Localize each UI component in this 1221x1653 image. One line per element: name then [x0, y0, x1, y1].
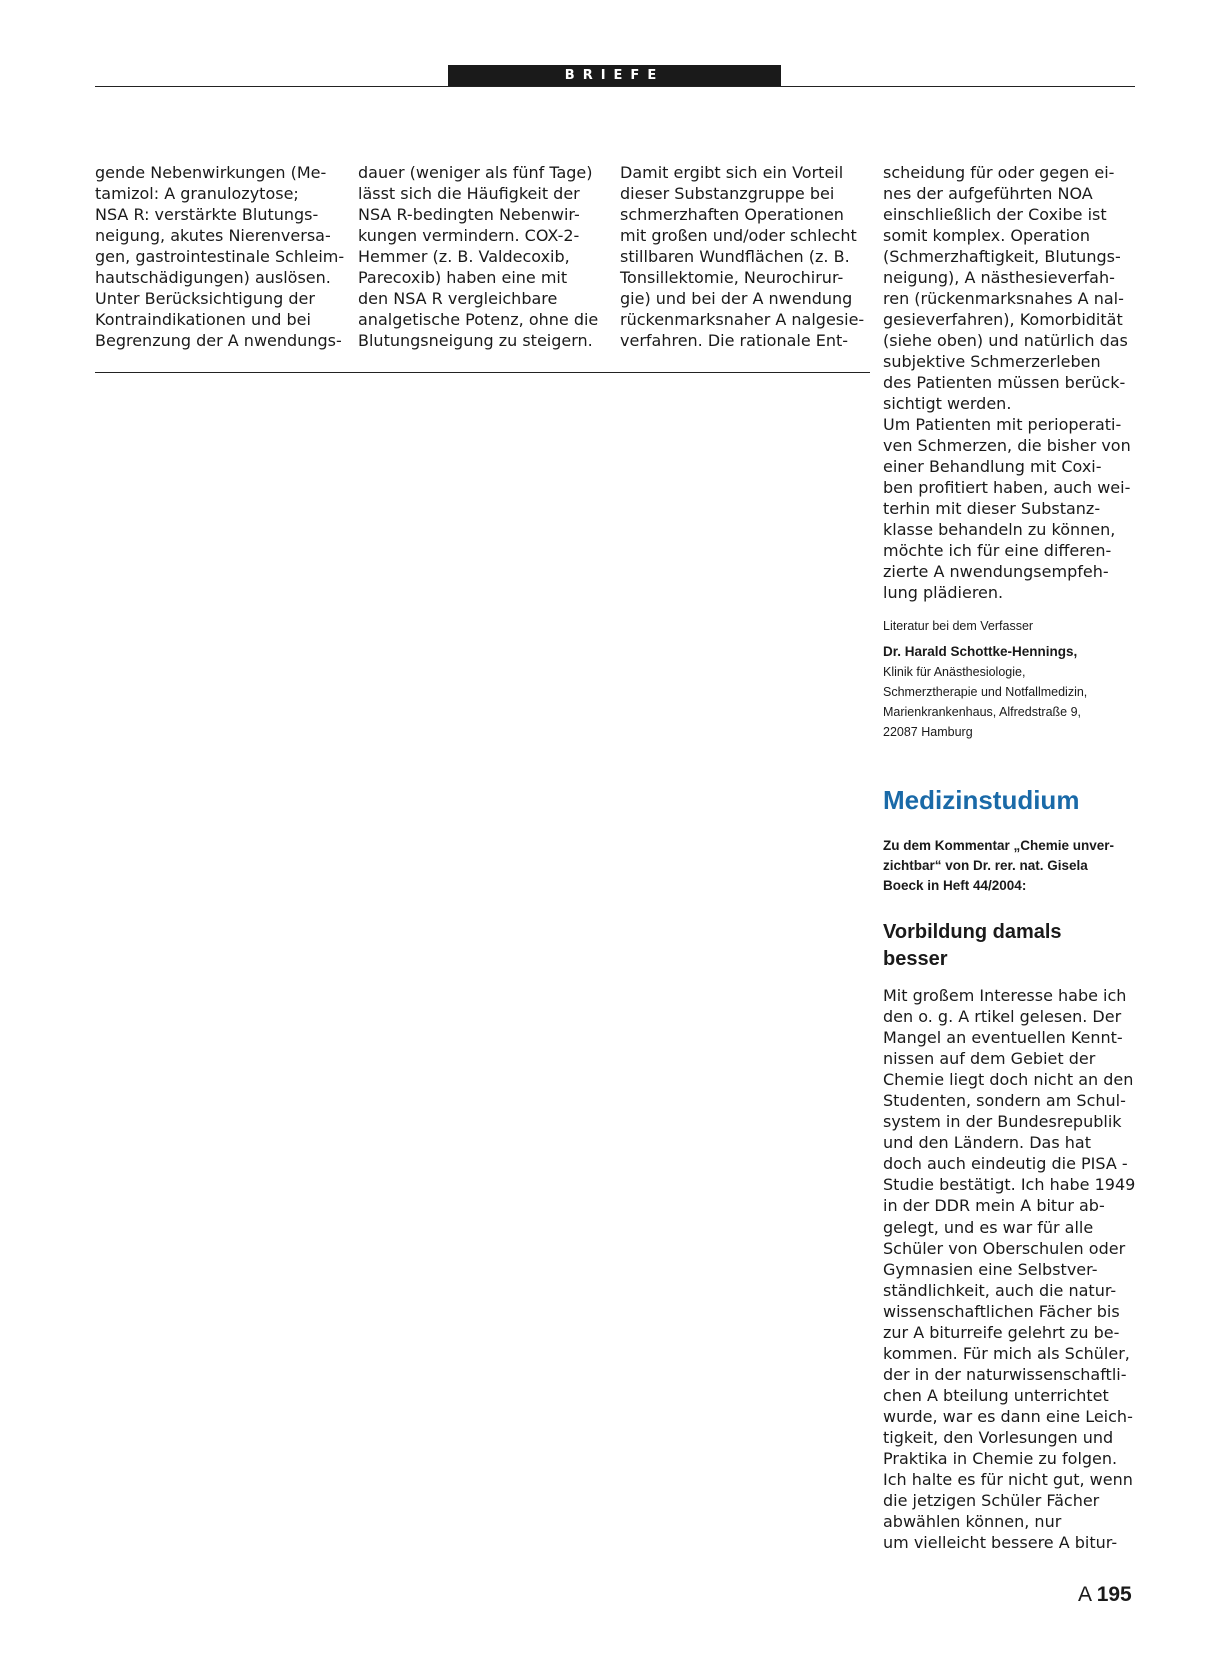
text-line: Schüler von Oberschulen oder — [883, 1238, 1126, 1258]
text-line: Vorbildung damals — [883, 921, 1062, 943]
text-line: (Schmerzhaftigkeit, Blutungs- — [883, 247, 1121, 266]
section-heading: Medizinstudium — [883, 785, 1080, 815]
text-line: ven Schmerzen, die bisher von — [883, 436, 1131, 455]
text-line: Klinik für Anästhesiologie, — [883, 665, 1026, 679]
text-line: Parecoxib) haben eine mit — [358, 268, 568, 287]
text-line: Gymnasien eine Selbstver- — [883, 1259, 1098, 1279]
text-line: möchte ich für eine differen- — [883, 541, 1112, 560]
letter-body — [883, 985, 1136, 1553]
text-line: Begrenzung der A nwendungs- — [95, 331, 342, 350]
text-line: des Patienten müssen berück- — [883, 373, 1126, 392]
text-line: einer Behandlung mit Coxi- — [883, 457, 1102, 476]
text-line: gelegt, und es war für alle — [883, 1217, 1094, 1237]
text-line: Boeck in Heft 44/2004: — [883, 878, 1027, 893]
text-line: Marienkrankenhaus, Alfredstraße 9, — [883, 705, 1082, 719]
text-line: neigung, akutes Nierenversa- — [95, 226, 331, 245]
folio-prefix: A — [1078, 1583, 1091, 1606]
text-line: gende Nebenwirkungen (Me- — [95, 163, 327, 182]
author-affiliation — [883, 662, 1087, 742]
text-line: zur A biturreife gelehrt zu be- — [883, 1322, 1120, 1342]
page-folio — [1078, 1583, 1132, 1607]
text-line: gie) und bei der A nwendung — [620, 289, 853, 308]
text-line: neigung), A nästhesieverfah- — [883, 268, 1115, 287]
page-number: 195 — [1096, 1583, 1132, 1606]
text-line: kungen vermindern. COX-2- — [358, 226, 580, 245]
text-line: tigkeit, den Vorlesungen und — [883, 1427, 1114, 1447]
text-line: ben profitiert haben, auch wei- — [883, 478, 1131, 497]
text-line: dauer (weniger als fünf Tage) — [358, 163, 593, 182]
text-line: stillbaren Wundflächen (z. B. — [620, 247, 850, 266]
text-line: Kontraindikationen und bei — [95, 310, 311, 329]
text-line: analgetische Potenz, ohne die — [358, 310, 599, 329]
text-line: in der DDR mein A bitur ab- — [883, 1196, 1105, 1216]
text-line: schmerzhaften Operationen — [620, 205, 844, 224]
letter-headline — [883, 919, 1062, 973]
text-line: terhin mit dieser Substanz- — [883, 499, 1101, 518]
text-line: den o. g. A rtikel gelesen. Der — [883, 1007, 1122, 1027]
text-line: die jetzigen Schüler Fächer — [883, 1491, 1100, 1511]
text-line: Damit ergibt sich ein Vorteil — [620, 163, 844, 182]
text-line: scheidung für oder gegen ei- — [883, 163, 1115, 182]
text-line: abwählen können, nur — [883, 1512, 1062, 1532]
text-line: sichtigt werden. — [883, 394, 1012, 413]
text-line: (siehe oben) und natürlich das — [883, 331, 1128, 350]
text-column-3 — [620, 162, 875, 351]
text-line: Zu dem Kommentar „Chemie unver- — [883, 838, 1115, 853]
text-line: lung plädieren. — [883, 583, 1004, 602]
text-line: kommen. Für mich als Schüler, — [883, 1343, 1130, 1363]
text-line: ren (rückenmarksnahes A nal- — [883, 289, 1124, 308]
text-line: Mangel an eventuellen Kennt- — [883, 1028, 1123, 1048]
text-line: subjektive Schmerzerleben — [883, 352, 1101, 371]
text-line: einschließlich der Coxibe ist — [883, 205, 1107, 224]
text-line: wurde, war es dann eine Leich- — [883, 1406, 1133, 1426]
text-line: und den Ländern. Das hat — [883, 1133, 1091, 1153]
text-line: rückenmarksnaher A nalgesie- — [620, 310, 865, 329]
text-line: tamizol: A granulozytose; — [95, 184, 299, 203]
text-line: den NSA R vergleichbare — [358, 289, 558, 308]
text-line: chen A bteilung unterrichtet — [883, 1385, 1109, 1405]
text-line: Unter Berücksichtigung der — [95, 289, 315, 308]
text-column-2 — [358, 162, 613, 351]
text-line: verfahren. Die rationale Ent- — [620, 331, 849, 350]
text-line: Mit großem Interesse habe ich — [883, 986, 1127, 1005]
text-line: Studenten, sondern am Schul- — [883, 1091, 1126, 1111]
text-line: besser — [883, 948, 948, 970]
text-line: dieser Substanzgruppe bei — [620, 184, 835, 203]
text-line: lässt sich die Häufigkeit der — [358, 184, 580, 203]
text-line: NSA R: verstärkte Blutungs- — [95, 205, 319, 224]
text-line: wissenschaftlichen Fächer bis — [883, 1301, 1120, 1321]
text-line: Praktika in Chemie zu folgen. — [883, 1449, 1118, 1469]
text-line: 22087 Hamburg — [883, 725, 973, 739]
literature-note: Literatur bei dem Verfasser — [883, 619, 1034, 633]
text-line: hautschädigungen) auslösen. — [95, 268, 331, 287]
reference-note — [883, 836, 1114, 896]
text-line: Studie bestätigt. Ich habe 1949 — [883, 1175, 1136, 1195]
text-line: Chemie liegt doch nicht an den — [883, 1070, 1134, 1090]
text-line: Schmerztherapie und Notfallmedizin, — [883, 685, 1088, 699]
text-column-1 — [95, 162, 350, 351]
text-line: gen, gastrointestinale Schleim- — [95, 247, 345, 266]
text-line: um vielleicht bessere A bitur- — [883, 1533, 1118, 1553]
text-line: Tonsillektomie, Neurochirur- — [620, 268, 844, 287]
text-line: der in der naturwissenschaftli- — [883, 1364, 1127, 1384]
text-line: nes der aufgeführten NOA — [883, 184, 1093, 203]
text-line: Ich halte es für nicht gut, wenn — [883, 1470, 1133, 1490]
text-line: mit großen und/oder schlecht — [620, 226, 857, 245]
text-line: system in der Bundesrepublik — [883, 1112, 1122, 1132]
column-end-rule — [95, 372, 870, 373]
header-rule — [95, 86, 1135, 87]
text-line: nissen auf dem Gebiet der — [883, 1049, 1096, 1069]
text-column-4 — [883, 162, 1133, 603]
text-line: ständlichkeit, auch die natur- — [883, 1280, 1117, 1300]
text-line: NSA R-bedingten Nebenwir- — [358, 205, 580, 224]
author-block — [883, 642, 1087, 742]
text-line: klasse behandeln zu können, — [883, 520, 1116, 539]
section-header-bar: BRIEFE — [448, 65, 781, 86]
text-line: Um Patienten mit perioperati- — [883, 415, 1122, 434]
text-line: zichtbar“ von Dr. rer. nat. Gisela — [883, 858, 1088, 873]
text-line: zierte A nwendungsempfeh- — [883, 562, 1109, 581]
text-line: doch auch eindeutig die PISA - — [883, 1154, 1128, 1174]
text-line: somit komplex. Operation — [883, 226, 1091, 245]
text-line: Hemmer (z. B. Valdecoxib, — [358, 247, 570, 266]
author-name: Dr. Harald Schottke-Hennings, — [883, 644, 1078, 659]
text-line: gesieverfahren), Komorbidität — [883, 310, 1123, 329]
text-line: Blutungsneigung zu steigern. — [358, 331, 593, 350]
